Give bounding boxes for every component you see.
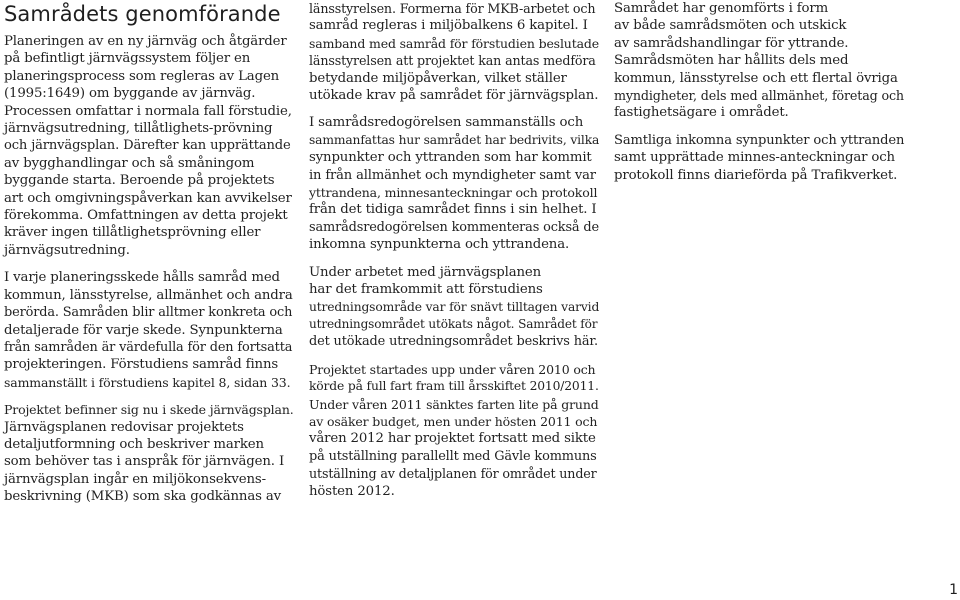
text-line: våren 2012 har projektet fortsatt med sikte — [309, 431, 596, 447]
text-line: har det framkommit att förstudiens — [309, 282, 543, 298]
paragraph — [4, 33, 294, 259]
text-line: kräver ingen tillåtlighetsprövning eller — [4, 225, 261, 241]
text-line: yttrandena, minnesanteckningar och protokoll — [309, 185, 598, 201]
text-line: I varje planeringsskede hålls samråd med — [4, 270, 280, 286]
text-line: (1995:1649) om byggande av järnväg. — [4, 86, 256, 102]
text-line: Planeringen av en ny järnväg och åtgärder — [4, 34, 287, 49]
text-line: Samtliga inkomna synpunkter och yttranden — [614, 132, 905, 148]
text-line: från samråden är värdefulla för den fortsatta — [4, 339, 293, 355]
text-line: inkomna synpunkterna och yttrandena. — [309, 237, 570, 253]
text-line: utställning av detaljplanen för området under — [309, 466, 597, 482]
text-line: hösten 2012. — [309, 483, 395, 499]
text-line: Samrådet har genomförts i form — [614, 1, 829, 16]
text-line: samrådsredogörelsen kommenteras också de — [309, 219, 600, 235]
text-line: som behöver tas i anspråk för järnvägen. I — [4, 454, 285, 470]
text-line: på befintligt järnvägssystem följer en — [4, 51, 251, 67]
text-line: I samrådsredogörelsen sammanställs och — [309, 115, 584, 131]
paragraph — [309, 114, 599, 253]
text-line: utökade krav på samrådet för järnvägsplan. — [309, 88, 599, 104]
text-line: och järnvägsplan. Därefter kan upprättande — [4, 138, 291, 154]
text-line: kommun, länsstyrelse, allmänhet och andra — [4, 287, 293, 303]
text-line: Processen omfattar i normala fall förstudie, — [4, 103, 292, 119]
text-line: planeringsprocess som regleras av Lagen — [4, 68, 280, 84]
page-title: Samrådets genomförande — [4, 2, 281, 26]
text-line: Järnvägsplanen redovisar projektets — [4, 419, 244, 435]
text-line: av bygghandlingar och så småningom — [4, 155, 255, 171]
text-line: av både samrådsmöten och utskick — [614, 18, 847, 34]
text-column-1 — [4, 0, 294, 516]
text-line: Projektet befinner sig nu i skede järnvägsplan. — [4, 402, 294, 418]
text-line: detaljerade för varje skede. Synpunkterna — [4, 322, 283, 338]
text-column-3 — [614, 0, 904, 194]
text-line: Projektet startades upp under våren 2010 och — [309, 361, 596, 377]
paragraph — [309, 0, 599, 104]
text-line: fastighetsägare i området. — [614, 105, 789, 121]
text-line: in från allmänhet och myndigheter samt var — [309, 167, 596, 183]
text-column-2 — [309, 0, 599, 510]
text-line: Under våren 2011 sänktes farten lite på grund — [309, 396, 599, 412]
text-line: projekteringen. Förstudiens samråd finns — [4, 357, 279, 373]
text-line: samt upprättade minnes-anteckningar och — [614, 150, 895, 166]
paragraph — [4, 401, 294, 505]
text-line: länsstyrelsen att projektet kan antas medföra — [309, 53, 596, 69]
text-line: berörda. Samråden blir alltmer konkreta och — [4, 305, 293, 321]
text-line: beskrivning (MKB) som ska godkännas av — [4, 489, 281, 505]
text-line: synpunkter och yttranden som har kommit — [309, 150, 592, 166]
text-line: det utökade utredningsområdet beskrivs här. — [309, 334, 598, 350]
text-line: järnvägsutredning. — [4, 242, 130, 258]
text-line: järnvägsutredning, tillåtlighets-prövning — [4, 121, 273, 137]
text-line: samband med samråd för förstudien beslutade — [309, 35, 599, 51]
text-line: kommun, länsstyrelse och ett flertal övriga — [614, 70, 898, 86]
paragraph — [309, 264, 599, 351]
text-line: förekomma. Omfattningen av detta projekt — [4, 208, 288, 224]
text-line: protokoll finns diarieförda på Trafikverket. — [614, 167, 898, 183]
text-line: sammanställt i förstudiens kapitel 8, sidan 33. — [4, 374, 291, 390]
text-line: samråd regleras i miljöbalkens 6 kapitel. I — [309, 18, 588, 34]
paragraph — [614, 0, 904, 122]
text-line: järnvägsplan ingår en miljökonsekvens- — [4, 471, 266, 487]
text-line: av osäker budget, men under hösten 2011 och — [309, 413, 598, 429]
text-line: betydande miljöpåverkan, vilket ställer — [309, 70, 567, 86]
text-line: myndigheter, dels med allmänhet, företag och — [614, 88, 904, 104]
text-line: körde på full fart fram till årsskiftet 2010/2011. — [309, 379, 599, 394]
text-line: från det tidiga samrådet finns i sin helhet. I — [309, 202, 597, 218]
text-line: art och omgivningspåverkan kan avvikelser — [4, 190, 292, 206]
text-line: länsstyrelsen. Formerna för MKB-arbetet och — [309, 1, 596, 16]
page-number: 1 — [949, 582, 958, 598]
text-line: detaljutformning och beskriver marken — [4, 436, 264, 452]
paragraph — [309, 361, 599, 500]
paragraph — [614, 132, 904, 184]
text-line: utredningsområde var för snävt tilltagen varvid — [309, 299, 600, 314]
text-line: Under arbetet med järnvägsplanen — [309, 264, 542, 280]
text-line: Samrådsmöten har hållits dels med — [614, 53, 849, 69]
text-line: byggande starta. Beroende på projektets — [4, 173, 275, 189]
text-line: utredningsområdet utökats något. Samrådet för — [309, 316, 598, 331]
text-line: sammanfattas hur samrådet har bedrivits, vilka — [309, 132, 600, 147]
text-line: av samrådshandlingar för yttrande. — [614, 35, 849, 51]
paragraph — [4, 269, 294, 391]
text-line: på utställning parallellt med Gävle kommuns — [309, 448, 597, 464]
